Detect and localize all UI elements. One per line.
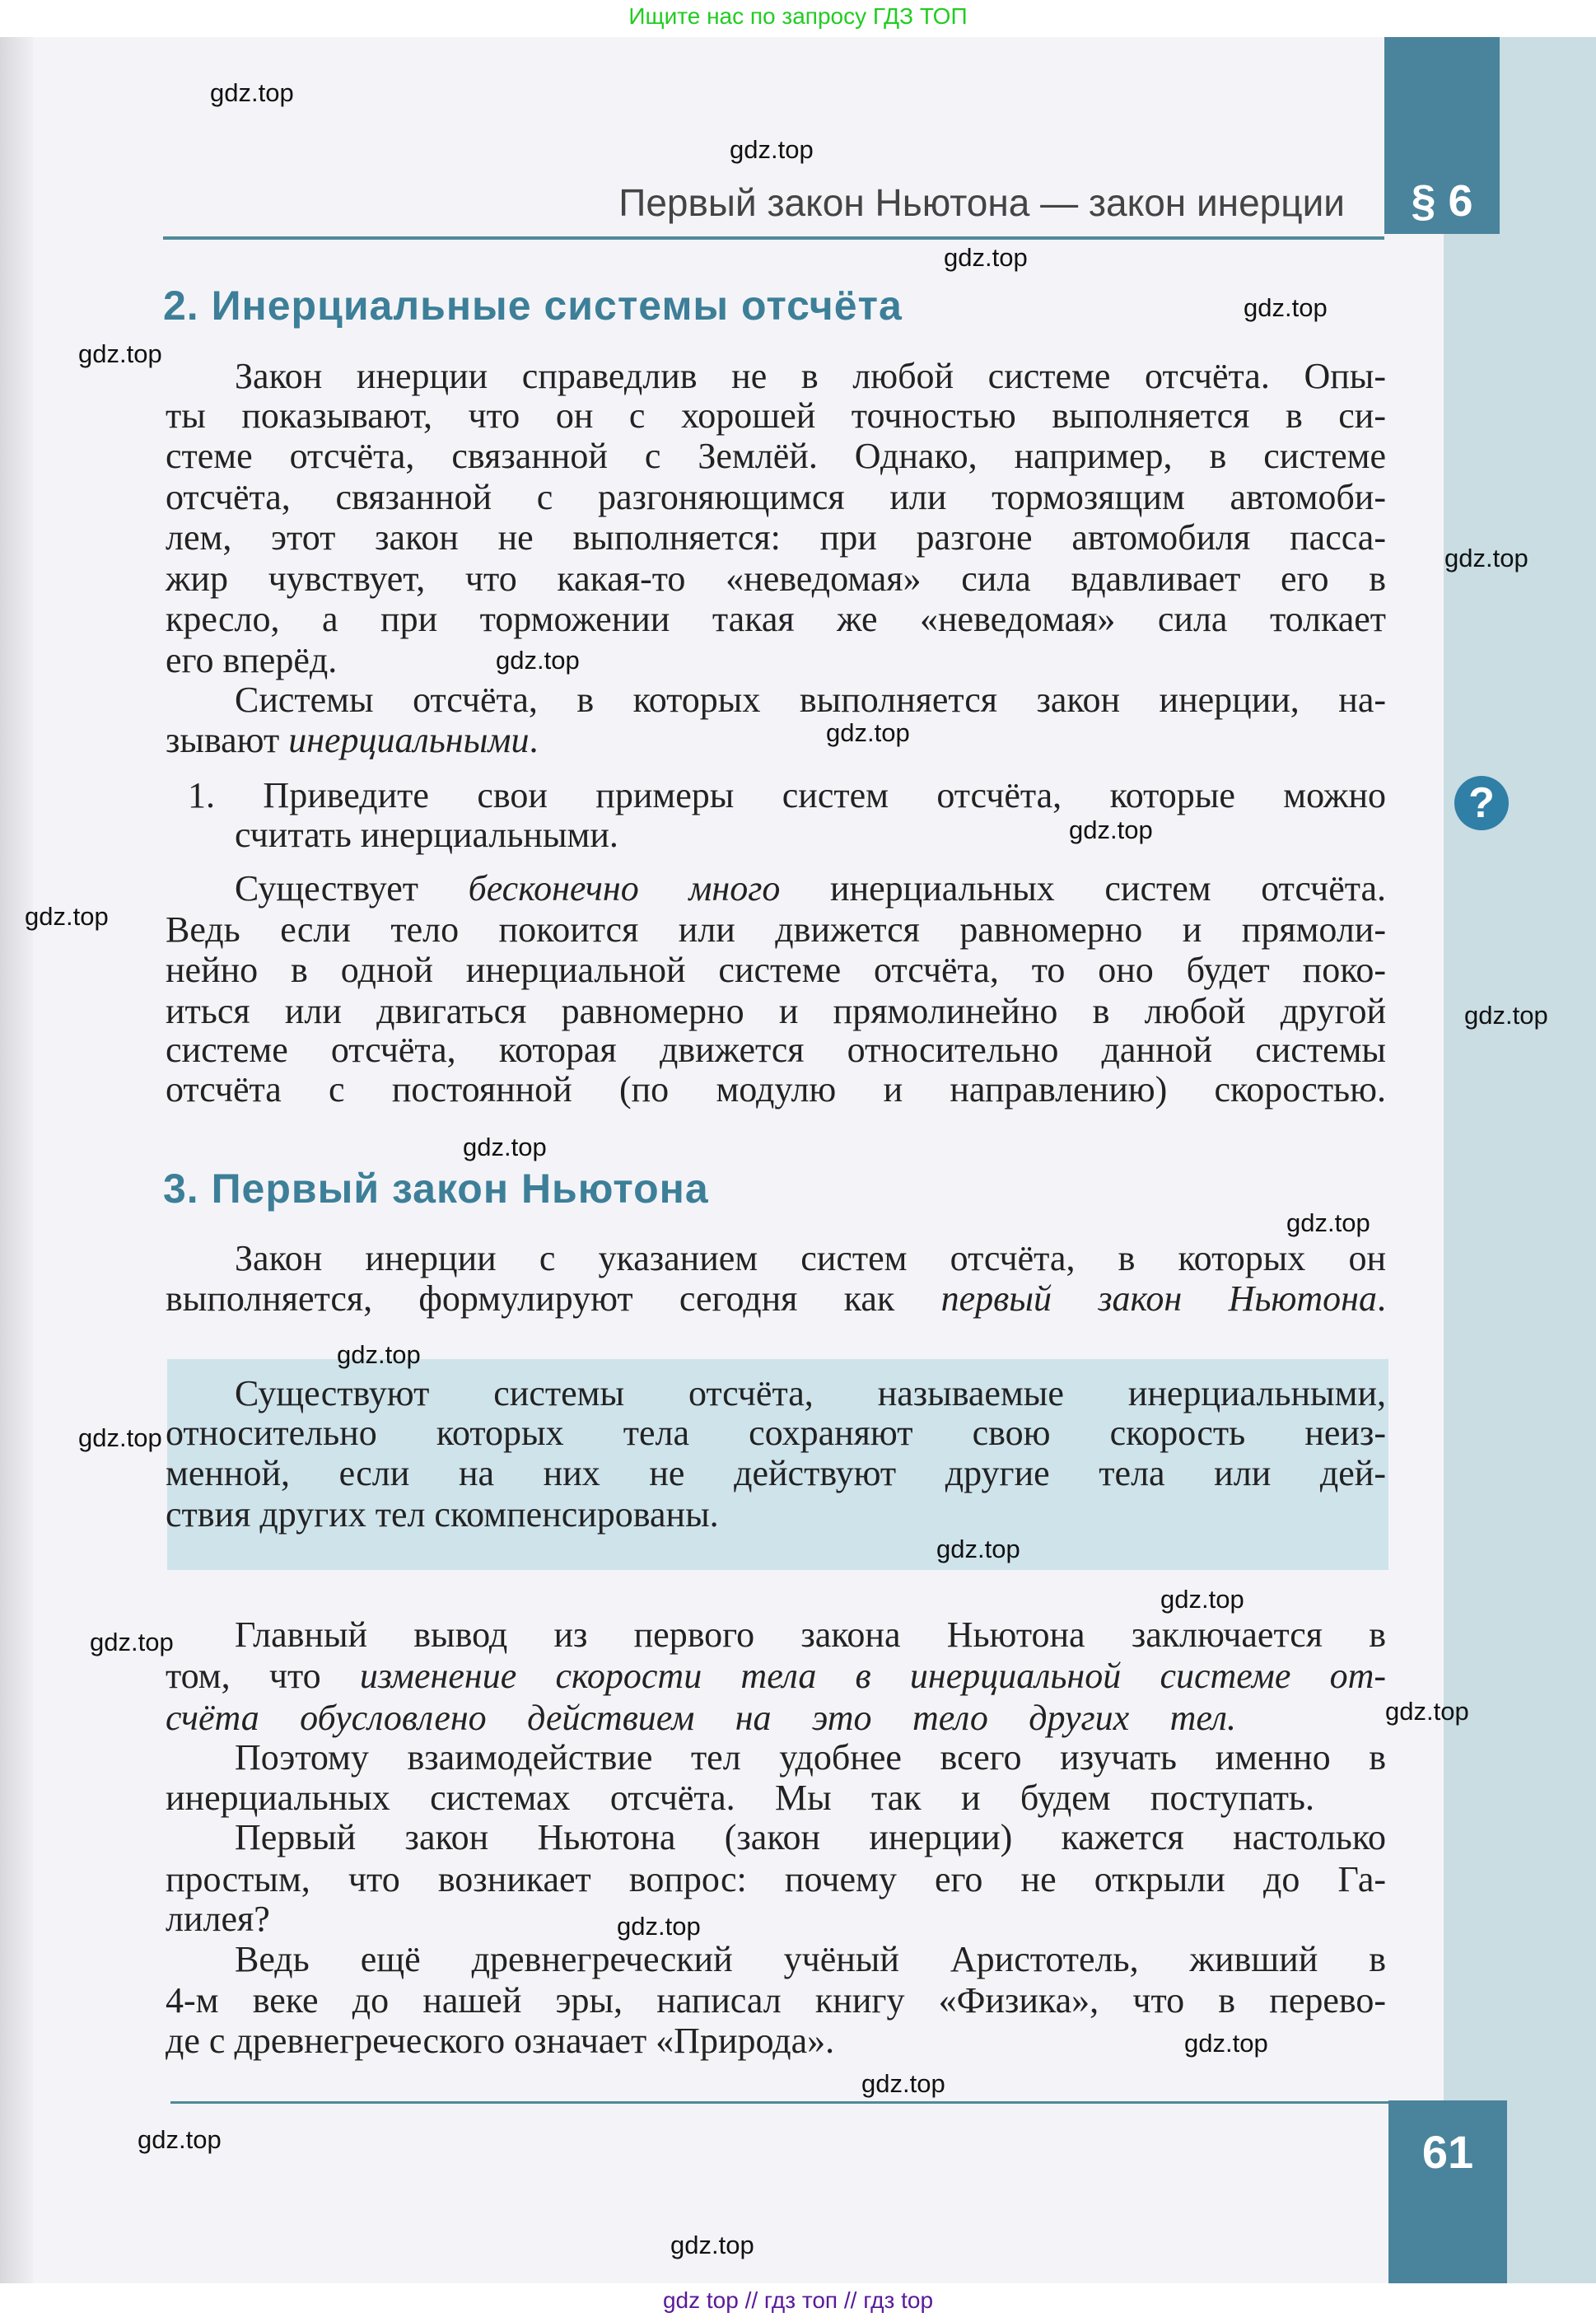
watermark: gdz.top <box>1444 544 1528 572</box>
text-segment: 4-м веке до нашей эры, написал книгу «Физика», что в перево- <box>166 1980 1386 2021</box>
italic-text: счёта обусловлено действием на это тело других тел. <box>166 1698 1236 1738</box>
watermark: gdz.top <box>670 2231 754 2259</box>
text-line <box>166 1900 1386 1938</box>
footer-divider <box>170 2101 1507 2104</box>
text-line <box>235 1616 1386 1654</box>
text-segment: Главный вывод из первого закона Ньютона заключается в <box>235 1614 1386 1655</box>
text-segment: нейно в одной инерциальной системе отсчёта, то оно будет поко- <box>166 950 1386 990</box>
watermark: gdz.top <box>78 339 162 368</box>
section-heading-2: 2. Инерциальные системы отсчёта <box>163 283 903 329</box>
text-line <box>166 1657 1386 1695</box>
text-segment: жир чувствует, что какая-то «неведомая» сила вдавливает его в <box>166 558 1386 599</box>
text-line <box>235 1375 1386 1413</box>
text-segment: Существует <box>235 868 469 909</box>
text-line <box>235 870 1386 908</box>
text-line <box>166 1982 1386 2020</box>
watermark: gdz.top <box>90 1628 174 1656</box>
watermark: gdz.top <box>1385 1697 1469 1726</box>
italic-text: первый закон Ньютона <box>940 1278 1377 1319</box>
watermark: gdz.top <box>944 243 1028 272</box>
side-strip <box>1444 37 1596 2283</box>
text-line <box>166 1861 1386 1899</box>
text-segment: инерциальных систем отсчёта. <box>780 868 1387 909</box>
section-number: § 6 <box>1411 176 1473 226</box>
text-line <box>166 479 1386 516</box>
watermark: gdz.top <box>1069 815 1153 844</box>
watermark: gdz.top <box>826 718 910 747</box>
text-line <box>235 816 1386 854</box>
page-number-tab <box>1388 2100 1507 2283</box>
text-line <box>166 397 1386 435</box>
question-icon: ? <box>1454 776 1509 830</box>
watermark: gdz.top <box>1160 1585 1244 1614</box>
text-segment: инерциальных системах отсчёта. Мы так и будем поступать. <box>166 1778 1314 1818</box>
text-line <box>235 681 1386 719</box>
watermark: gdz.top <box>936 1535 1020 1563</box>
page-number: 61 <box>1421 2126 1474 2178</box>
text-segment: стеме отсчёта, связанной с Землёй. Однако, например, в системе <box>166 436 1386 476</box>
text-segment: . <box>529 720 539 760</box>
text-segment: отсчёта с постоянной (по модулю и направлению) скоростью. <box>166 1069 1386 1110</box>
text-segment: менной, если на них не действуют другие тела или дей- <box>166 1453 1386 1493</box>
watermark: gdz.top <box>463 1133 547 1161</box>
watermark: gdz.top <box>1244 293 1328 322</box>
text-line <box>166 642 1386 680</box>
watermark: gdz.top <box>730 135 814 164</box>
text-segment: Поэтому взаимодействие тел удобнее всего изучать именно в <box>235 1737 1386 1778</box>
text-segment: относительно которых тела сохраняют свою скорость неиз- <box>166 1413 1386 1453</box>
watermark: gdz.top <box>1286 1208 1370 1237</box>
text-segment: ты показывают, что он с хорошей точностью выполняется в си- <box>166 395 1386 436</box>
text-segment: ствия других тел скомпенсированы. <box>166 1494 719 1535</box>
text-line <box>166 1699 1236 1737</box>
text-line <box>166 993 1386 1030</box>
text-line <box>166 1455 1386 1493</box>
text-line <box>166 519 1386 557</box>
watermark: gdz.top <box>496 646 580 675</box>
text-line <box>166 1414 1386 1452</box>
watermark: gdz.top <box>210 78 294 107</box>
text-segment: зывают <box>166 720 289 760</box>
text-line <box>166 1031 1386 1069</box>
watermark: gdz.top <box>1464 1001 1548 1030</box>
text-line <box>166 1496 1386 1534</box>
text-segment: отсчёта, связанной с разгоняющимся или тормозящим автомоби- <box>166 477 1386 517</box>
text-segment: считать инерциальными. <box>235 815 618 855</box>
text-line <box>235 1240 1386 1278</box>
text-line <box>235 1739 1386 1777</box>
text-line <box>235 1941 1386 1979</box>
text-line <box>166 1280 1386 1318</box>
text-segment: выполняется, формулируют сегодня как <box>166 1278 941 1319</box>
text-line <box>188 777 1386 815</box>
watermark: gdz.top <box>25 902 109 931</box>
text-segment: Первый закон Ньютона (закон инерции) кажется настолько <box>235 1817 1386 1857</box>
watermark: gdz.top <box>861 2069 945 2098</box>
text-line <box>166 722 1386 759</box>
text-segment: его вперёд. <box>166 640 338 680</box>
text-line <box>166 1071 1386 1109</box>
text-line <box>166 560 1386 598</box>
footer-links[interactable]: gdz top // гдз топ // гдз top <box>0 2283 1596 2322</box>
text-segment: Ведь если тело покоится или движется равномерно и прямоли- <box>166 909 1386 950</box>
watermark: gdz.top <box>1184 2029 1268 2058</box>
text-segment: Ведь ещё древнегреческий учёный Аристотель, живший в <box>235 1939 1386 1979</box>
section-tab <box>1384 37 1500 234</box>
watermark: gdz.top <box>337 1340 421 1369</box>
text-line <box>166 600 1386 638</box>
text-line <box>166 951 1386 989</box>
text-segment: лем, этот закон не выполняется: при разгоне автомобиля пасса- <box>166 517 1386 558</box>
search-banner[interactable]: Ищите нас по запросу ГДЗ ТОП <box>628 3 968 29</box>
text-segment: . <box>1377 1278 1386 1319</box>
text-line <box>235 1819 1386 1857</box>
section-heading-3: 3. Первый закон Ньютона <box>163 1166 709 1212</box>
text-segment: Закон инерции справедлив не в любой системе отсчёта. Опы- <box>235 356 1386 396</box>
text-segment: иться или двигаться равномерно и прямолинейно в любой другой <box>166 991 1386 1031</box>
running-header: Первый закон Ньютона — закон инерции <box>618 181 1345 224</box>
text-segment: системе отсчёта, которая движется относительно данной системы <box>166 1030 1386 1070</box>
watermark: gdz.top <box>138 2125 222 2154</box>
text-line <box>166 911 1386 949</box>
text-segment: де с древнегреческого означает «Природа». <box>166 2021 835 2061</box>
header-divider <box>163 236 1384 240</box>
text-segment: Закон инерции с указанием систем отсчёта, в которых он <box>235 1238 1386 1278</box>
watermark: gdz.top <box>78 1423 162 1452</box>
italic-text: инерциальными <box>288 720 530 760</box>
text-segment: кресло, а при торможении такая же «неведомая» сила толкает <box>166 599 1386 639</box>
italic-text: изменение скорости тела в инерциальной системе от- <box>359 1656 1386 1696</box>
text-segment: Существуют системы отсчёта, называемые инерциальными, <box>235 1373 1386 1413</box>
text-segment: простым, что возникает вопрос: почему его не открыли до Га- <box>166 1859 1386 1899</box>
italic-text: бесконечно много <box>468 868 781 909</box>
text-segment: 1. Приведите свои примеры систем отсчёта, которые можно <box>188 775 1386 815</box>
text-line <box>166 1779 1314 1817</box>
text-segment: том, что <box>166 1656 360 1696</box>
watermark: gdz.top <box>617 1912 701 1941</box>
text-line <box>235 357 1386 395</box>
text-line <box>166 437 1386 475</box>
page-spine <box>0 37 33 2283</box>
text-segment: Системы отсчёта, в которых выполняется закон инерции, на- <box>235 680 1386 720</box>
text-segment: лилея? <box>166 1899 270 1939</box>
